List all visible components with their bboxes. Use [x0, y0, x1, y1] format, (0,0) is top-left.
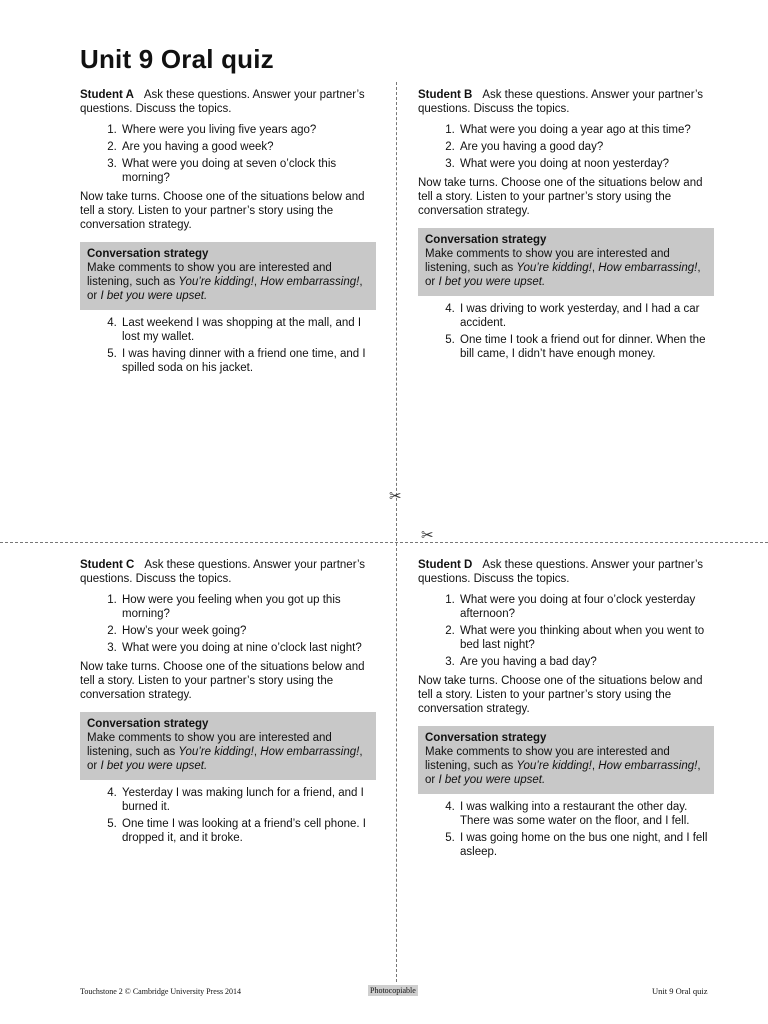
student-label: Student D: [418, 559, 473, 571]
strategy-text: Make comments to show you are interested and listening, such as You’re kidding!, How embarrassing!, or I bet you were upset.: [425, 746, 701, 786]
situation-item: 5. One time I took a friend out for dinner. When the bill came, I didn’t have enough money.: [458, 333, 714, 361]
strategy-text: Make comments to show you are interested and listening, such as You’re kidding!, How embarrassing!, or I bet you were upset.: [425, 248, 701, 288]
card-student-a: [80, 88, 376, 380]
intro-text: Ask these questions. Answer your partner’s questions. Discuss the topics.: [80, 559, 366, 585]
situation-item: 4. Yesterday I was making lunch for a friend, and I burned it.: [120, 786, 376, 814]
situation-item: 4. I was walking into a restaurant the other day. There was some water on the floor, and I fell.: [458, 800, 714, 828]
question-item: 3. What were you doing at noon yesterday?: [458, 157, 714, 171]
footer-photocopiable-badge: Photocopiable: [370, 986, 416, 995]
strategy-title: Conversation strategy: [87, 718, 209, 730]
situation-item: 4. Last weekend I was shopping at the mall, and I lost my wallet.: [120, 316, 376, 344]
question-item: 1. Where were you living five years ago?: [120, 123, 376, 137]
question-item: 2. Are you having a good day?: [458, 140, 714, 154]
page-title: Unit 9 Oral quiz: [80, 44, 274, 74]
question-list: [80, 593, 376, 655]
question-list: [418, 123, 714, 171]
question-item: 3. Are you having a bad day?: [458, 655, 714, 669]
task-text: Now take turns. Choose one of the situations below and tell a story. Listen to your partner’s story using the conversation strategy.: [80, 661, 365, 701]
situation-item: 5. I was having dinner with a friend one time, and I spilled soda on his jacket.: [120, 347, 376, 375]
intro-text: Ask these questions. Answer your partner’s questions. Discuss the topics.: [80, 89, 365, 115]
card-intro: [418, 88, 714, 116]
intro-text: Ask these questions. Answer your partner’s questions. Discuss the topics.: [418, 559, 704, 585]
intro-text: Ask these questions. Answer your partner’s questions. Discuss the topics.: [418, 89, 704, 115]
situation-item: 4. I was driving to work yesterday, and I had a car accident.: [458, 302, 714, 330]
strategy-title: Conversation strategy: [425, 732, 547, 744]
strategy-text: Make comments to show you are interested and listening, such as You’re kidding!, How embarrassing!, or I bet you were upset.: [87, 732, 363, 772]
card-intro: [80, 88, 376, 116]
question-item: 2. How’s your week going?: [120, 624, 376, 638]
question-item: 1. What were you doing at four o’clock yesterday afternoon?: [458, 593, 714, 621]
question-item: 1. What were you doing a year ago at this time?: [458, 123, 714, 137]
scissors-icon: ✂: [389, 488, 402, 505]
conversation-strategy-box: [80, 242, 376, 310]
situation-list: [80, 786, 376, 845]
question-list: [80, 123, 376, 185]
question-item: 3. What were you doing at nine o’clock last night?: [120, 641, 376, 655]
strategy-text: Make comments to show you are interested and listening, such as You’re kidding!, How embarrassing!, or I bet you were upset.: [87, 262, 363, 302]
conversation-strategy-box: [418, 228, 714, 296]
situation-list: [418, 302, 714, 361]
conversation-strategy-box: [418, 726, 714, 794]
situation-list: [80, 316, 376, 375]
card-intro: [418, 558, 714, 586]
situation-list: [418, 800, 714, 859]
situation-item: 5. One time I was looking at a friend’s cell phone. I dropped it, and it broke.: [120, 817, 376, 845]
card-student-d: [418, 558, 714, 864]
question-item: 2. What were you thinking about when you went to bed last night?: [458, 624, 714, 652]
question-list: [418, 593, 714, 669]
situation-item: 5. I was going home on the bus one night, and I fell asleep.: [458, 831, 714, 859]
task-text: Now take turns. Choose one of the situations below and tell a story. Listen to your partner’s story using the conversation strategy.: [418, 675, 703, 715]
strategy-title: Conversation strategy: [87, 248, 209, 260]
vertical-cut-line: [396, 82, 397, 982]
horizontal-cut-line: [0, 542, 768, 543]
conversation-strategy-box: [80, 712, 376, 780]
card-student-c: [80, 558, 376, 850]
question-item: 2. Are you having a good week?: [120, 140, 376, 154]
task-text: Now take turns. Choose one of the situations below and tell a story. Listen to your partner’s story using the conversation strategy.: [80, 191, 365, 231]
card-intro: [80, 558, 376, 586]
student-label: Student C: [80, 559, 135, 571]
footer-unit-label: Unit 9 Oral quiz: [652, 986, 708, 996]
student-label: Student A: [80, 89, 134, 101]
strategy-title: Conversation strategy: [425, 234, 547, 246]
card-student-b: [418, 88, 714, 366]
question-item: 1. How were you feeling when you got up this morning?: [120, 593, 376, 621]
student-label: Student B: [418, 89, 473, 101]
scissors-icon: ✂: [421, 527, 434, 544]
task-text: Now take turns. Choose one of the situations below and tell a story. Listen to your partner’s story using the conversation strategy.: [418, 177, 703, 217]
footer-copyright: Touchstone 2 © Cambridge University Press 2014: [80, 987, 242, 996]
question-item: 3. What were you doing at seven o’clock this morning?: [120, 157, 376, 185]
